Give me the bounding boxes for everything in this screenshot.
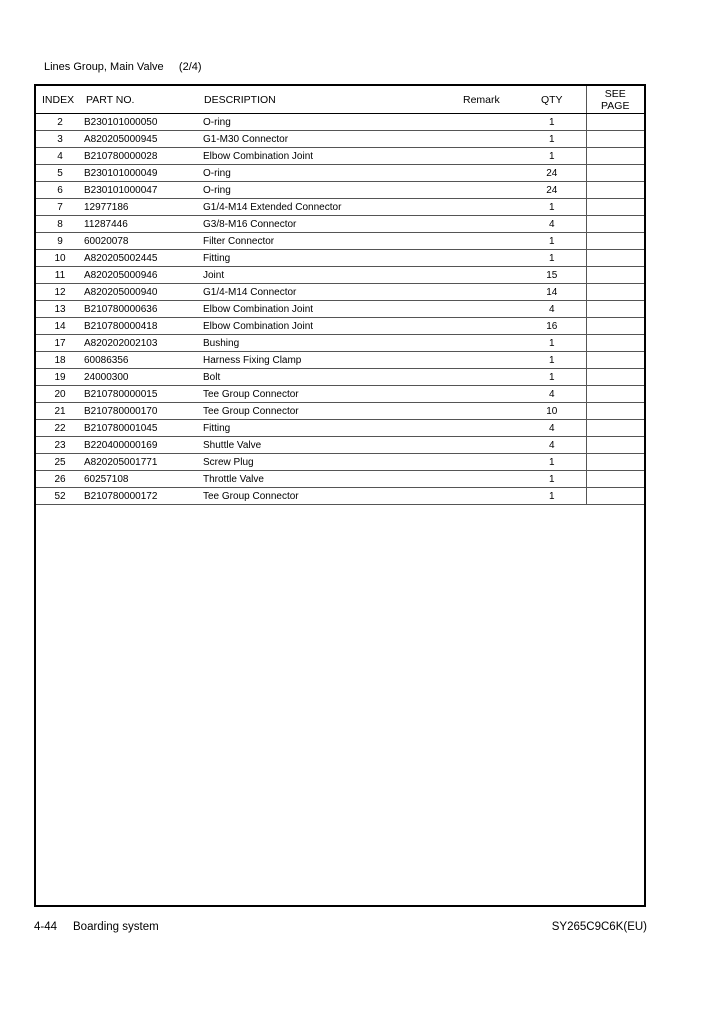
column-header-description: DESCRIPTION [203,86,463,114]
footer-model: SY265C9C6K(EU) [551,921,647,933]
row-see-page [586,165,644,182]
row-index: 7 [36,199,84,216]
row-index: 10 [36,250,84,267]
table-row [36,454,644,471]
row-see-page [586,437,644,454]
row-index: 25 [36,454,84,471]
row-description: Elbow Combination Joint [203,148,463,165]
row-qty: 14 [518,284,586,301]
row-see-page [586,335,644,352]
row-remark [463,352,518,369]
column-header-index: INDEX [36,86,84,114]
row-qty: 1 [518,352,586,369]
row-see-page [586,148,644,165]
row-qty: 4 [518,437,586,454]
row-see-page [586,352,644,369]
row-qty: 1 [518,114,586,131]
row-index: 3 [36,131,84,148]
row-part-no: B220400000169 [84,437,203,454]
row-index: 21 [36,403,84,420]
footer-page-number: 4-44 [34,921,58,933]
row-description: O-ring [203,182,463,199]
row-qty: 4 [518,386,586,403]
row-part-no: A820205000946 [84,267,203,284]
row-part-no: 11287446 [84,216,203,233]
row-index: 2 [36,114,84,131]
row-description: Bushing [203,335,463,352]
page-indicator: (2/4) [178,61,202,73]
row-description: Joint [203,267,463,284]
row-remark [463,403,518,420]
row-description: Elbow Combination Joint [203,318,463,335]
row-qty: 10 [518,403,586,420]
row-qty: 4 [518,301,586,318]
row-see-page [586,114,644,131]
column-header-qty: QTY [518,86,586,114]
row-see-page [586,369,644,386]
row-description: Throttle Valve [203,471,463,488]
row-remark [463,182,518,199]
row-see-page [586,267,644,284]
row-see-page [586,386,644,403]
table-row [36,233,644,250]
row-qty: 1 [518,369,586,386]
row-remark [463,386,518,403]
row-part-no: 60086356 [84,352,203,369]
row-qty: 1 [518,488,586,505]
row-remark [463,284,518,301]
row-index: 5 [36,165,84,182]
row-part-no: B210780000172 [84,488,203,505]
row-description: O-ring [203,165,463,182]
row-see-page [586,250,644,267]
row-part-no: B210780001045 [84,420,203,437]
table-row [36,165,644,182]
row-index: 18 [36,352,84,369]
row-remark [463,335,518,352]
row-remark [463,318,518,335]
row-see-page [586,233,644,250]
row-part-no: B210780000015 [84,386,203,403]
row-remark [463,471,518,488]
column-header-see-page [586,86,644,114]
page-title [44,61,202,73]
table-row [36,403,644,420]
row-description: G1/4-M14 Connector [203,284,463,301]
row-description: Fitting [203,420,463,437]
row-part-no: B230101000049 [84,165,203,182]
row-description: Tee Group Connector [203,488,463,505]
footer-section: Boarding system [73,921,159,933]
row-see-page [586,182,644,199]
table-row [36,318,644,335]
row-see-page [586,488,644,505]
table-row [36,352,644,369]
row-qty: 1 [518,471,586,488]
table-header-row [36,86,644,114]
row-index: 13 [36,301,84,318]
row-remark [463,420,518,437]
row-index: 9 [36,233,84,250]
row-index: 19 [36,369,84,386]
row-see-page [586,199,644,216]
row-remark [463,233,518,250]
row-part-no: 60020078 [84,233,203,250]
row-remark [463,199,518,216]
row-index: 4 [36,148,84,165]
row-part-no: B210780000028 [84,148,203,165]
parts-table-frame [34,84,646,907]
row-qty: 1 [518,148,586,165]
row-description: Elbow Combination Joint [203,301,463,318]
see-page-line2: PAGE [601,99,630,112]
row-part-no: A820205000940 [84,284,203,301]
row-part-no: 12977186 [84,199,203,216]
row-remark [463,250,518,267]
row-part-no: 24000300 [84,369,203,386]
table-row [36,131,644,148]
row-remark [463,114,518,131]
row-description: Shuttle Valve [203,437,463,454]
row-index: 12 [36,284,84,301]
row-description: G3/8-M16 Connector [203,216,463,233]
column-header-remark: Remark [463,86,518,114]
row-remark [463,437,518,454]
row-description: Tee Group Connector [203,403,463,420]
table-row [36,488,644,505]
row-qty: 24 [518,165,586,182]
row-remark [463,165,518,182]
row-index: 22 [36,420,84,437]
row-description: Fitting [203,250,463,267]
parts-table-body [36,114,644,505]
row-index: 14 [36,318,84,335]
row-qty: 1 [518,199,586,216]
table-row [36,182,644,199]
row-qty: 24 [518,182,586,199]
row-part-no: A820202002103 [84,335,203,352]
table-row [36,250,644,267]
row-see-page [586,420,644,437]
row-description: G1-M30 Connector [203,131,463,148]
row-description: G1/4-M14 Extended Connector [203,199,463,216]
table-row [36,216,644,233]
page-title-text: Lines Group, Main Valve [44,61,164,73]
row-qty: 1 [518,250,586,267]
row-remark [463,301,518,318]
row-index: 17 [36,335,84,352]
row-index: 52 [36,488,84,505]
row-index: 20 [36,386,84,403]
row-see-page [586,471,644,488]
table-row [36,420,644,437]
see-page-line1: SEE [604,87,626,100]
row-part-no: B230101000047 [84,182,203,199]
footer-left [34,921,159,933]
table-row [36,199,644,216]
row-qty: 4 [518,420,586,437]
table-row [36,437,644,454]
row-qty: 16 [518,318,586,335]
row-remark [463,369,518,386]
row-description: Harness Fixing Clamp [203,352,463,369]
table-row [36,114,644,131]
row-part-no: B210780000418 [84,318,203,335]
row-see-page [586,131,644,148]
row-see-page [586,301,644,318]
row-index: 6 [36,182,84,199]
table-row [36,148,644,165]
row-qty: 4 [518,216,586,233]
row-description: Screw Plug [203,454,463,471]
row-part-no: B210780000636 [84,301,203,318]
parts-table [36,86,644,505]
row-see-page [586,454,644,471]
row-remark [463,454,518,471]
column-header-part-no: PART NO. [84,86,203,114]
row-see-page [586,216,644,233]
row-description: Filter Connector [203,233,463,250]
table-row [36,284,644,301]
row-see-page [586,403,644,420]
row-part-no: A820205000945 [84,131,203,148]
table-row [36,335,644,352]
row-index: 26 [36,471,84,488]
row-remark [463,148,518,165]
row-part-no: A820205002445 [84,250,203,267]
row-description: O-ring [203,114,463,131]
row-index: 8 [36,216,84,233]
row-qty: 1 [518,454,586,471]
row-see-page [586,284,644,301]
row-remark [463,488,518,505]
row-qty: 1 [518,335,586,352]
row-part-no: B230101000050 [84,114,203,131]
row-description: Tee Group Connector [203,386,463,403]
row-description: Bolt [203,369,463,386]
table-row [36,267,644,284]
row-index: 11 [36,267,84,284]
table-row [36,471,644,488]
row-part-no: B210780000170 [84,403,203,420]
table-row [36,386,644,403]
row-remark [463,267,518,284]
row-qty: 1 [518,233,586,250]
row-part-no: 60257108 [84,471,203,488]
row-qty: 15 [518,267,586,284]
row-see-page [586,318,644,335]
table-row [36,369,644,386]
row-part-no: A820205001771 [84,454,203,471]
row-remark [463,131,518,148]
row-qty: 1 [518,131,586,148]
row-index: 23 [36,437,84,454]
table-row [36,301,644,318]
row-remark [463,216,518,233]
